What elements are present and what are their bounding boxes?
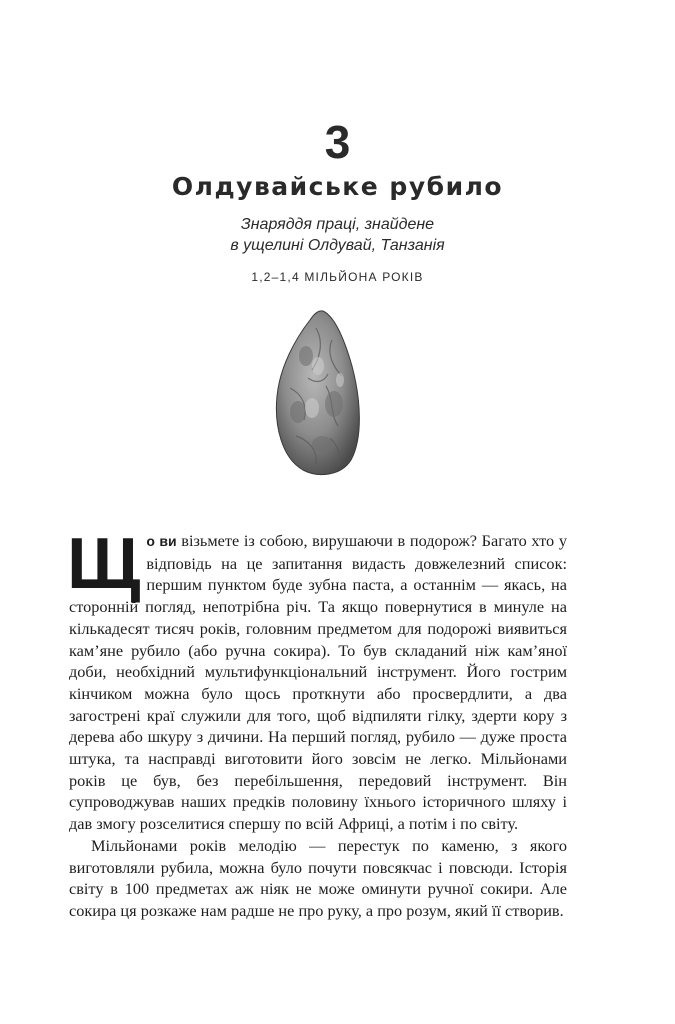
dating-label: 1,2–1,4 МІЛЬЙОНА РОКІВ — [251, 270, 424, 284]
subtitle-line-1: Знаряддя праці, знайдене — [240, 216, 435, 233]
chapter-body — [67, 524, 568, 922]
subtitle-line-2: в ущелині Олдувай, Танзанія — [230, 237, 445, 254]
paragraph-text: візьмете із собою, вирушаючи в подорож? Багато хто у відповідь на це запитання видасть довжелезний список: першим пунктом буде зубна паста, а останнім — якась, на сторонній погляд, непотрібна річ. Та якщо повернутися в минуле на кількадесят тисяч років, головним предметом для подорожі виявиться кам’яне рубило (або ручна сокира). То був складаний ніж кам’яної доби, необхідний мультифункціональний інструмент. Його гострим кінчиком можна було щось проткнути або просвердлити, а два загострені краї служили для того, щоб відпиляти гілку, здерти кору з дерева або шкуру з дичини. На перший погляд, рубило — дуже проста штука, та насправді виготовити його зовсім не легко. Мільйонами років це був, без перебільшення, передовий інструмент. Він супроводжував наших предків половину їхнього історичного шляху і дав змогу розселитися спершу по всій Африці, а потім і по світу. — [69, 531, 568, 834]
drop-cap: Щ — [67, 524, 141, 604]
paragraph: Мільйонами років мелодію — перестук по каменю, з якого виготовляли рубила, можна було почути повсякчас і повсюди. Історія світу в 100 предметах аж ніяк не може оминути ручної сокири. Але сокира ця розкаже нам радше не про руку, а про розум, який її створив. — [69, 835, 567, 920]
chapter-number: 3 — [324, 116, 351, 168]
chapter-subtitle — [0, 214, 675, 256]
lead-in-text: о ви — [146, 533, 177, 549]
hand-axe-image — [268, 308, 368, 478]
chapter-title: Олдувайське рубило — [171, 172, 504, 201]
paragraph — [67, 524, 568, 835]
